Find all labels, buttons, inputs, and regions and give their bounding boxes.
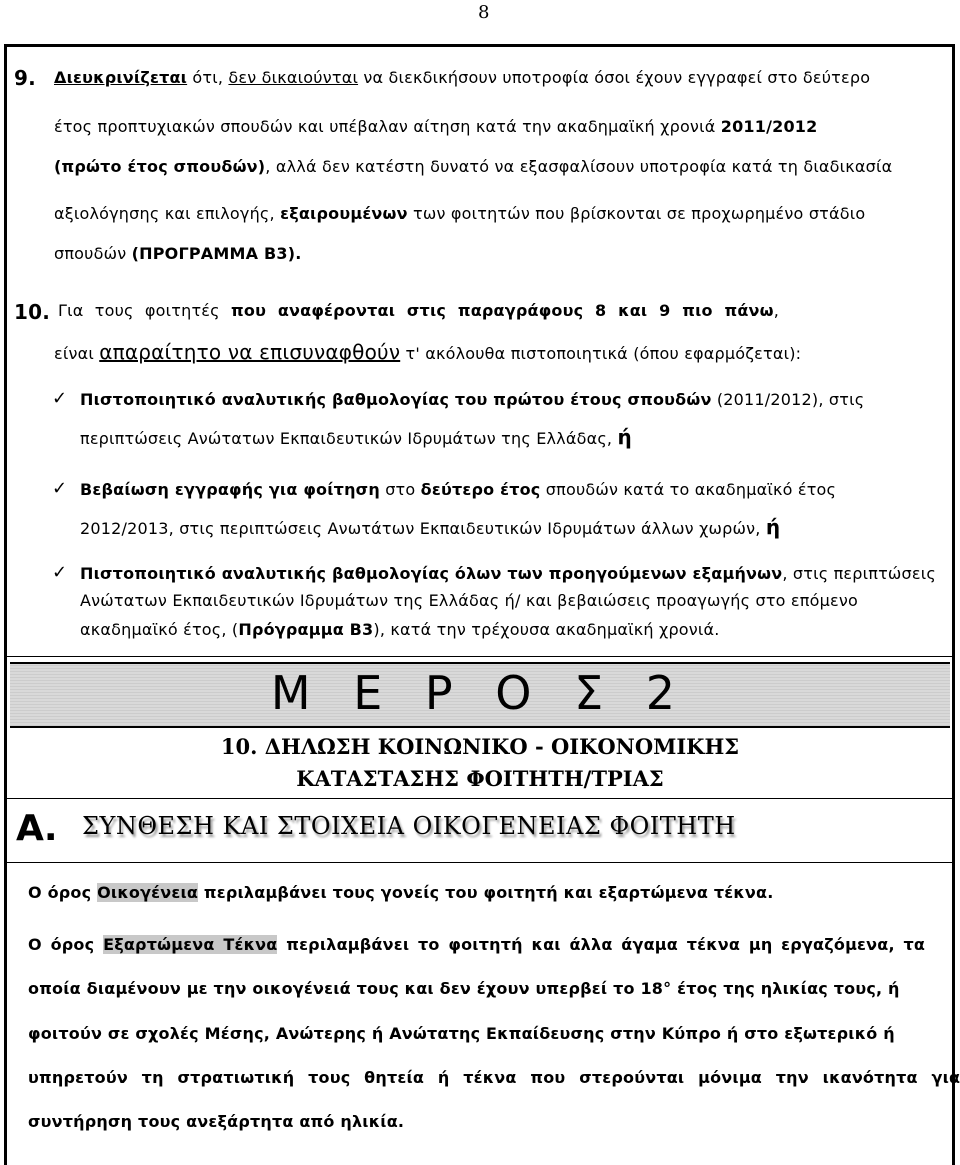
item9-line1: Διευκρινίζεται ότι, δεν δικαιούνται να διεκδικήσουν υποτροφία όσοι έχουν εγγραφεί στο δεύτερο: [54, 68, 871, 87]
definition-children-line4: υπηρετούν τη στρατιωτική τους θητεία ή τέκνα που στερούνται μόνιμα την ικανότητα για: [28, 1068, 960, 1087]
item9-line3: (πρώτο έτος σπουδών), αλλά δεν κατέστη δυνατό να εξασφαλίσουν υποτροφία κατά τη διαδικασία: [54, 157, 893, 176]
cert3-line1: Πιστοποιητικό αναλυτικής βαθμολογίας όλων των προηγούμενων εξαμήνων, στις περιπτώσεις: [80, 564, 936, 583]
part-title: Μ Ε Ρ Ο Σ 2: [270, 666, 690, 720]
separator-line: [4, 798, 955, 799]
separator-line: [4, 656, 955, 657]
separator-line: [4, 862, 955, 863]
definition-children-line1: Ο όρος Εξαρτώμενα Τέκνα περιλαμβάνει το φοιτητή και άλλα άγαμα τέκνα μη εργαζόμενα, τα: [28, 935, 926, 954]
item10-line1: Για τους φοιτητές που αναφέρονται στις παραγράφους 8 και 9 πιο πάνω,: [58, 301, 780, 320]
subsection-title: ΣΥΝΘΕΣΗ ΚΑΙ ΣΤΟΙΧΕΙΑ ΟΙΚΟΓΕΝΕΙΑΣ ΦΟΙΤΗΤΗ: [82, 812, 736, 840]
definition-children-line5: συντήρηση τους ανεξάρτητα από ηλικία.: [28, 1112, 405, 1131]
item9-line2: έτος προπτυχιακών σπουδών και υπέβαλαν αίτηση κατά την ακαδημαϊκή χρονιά 2011/2012: [54, 117, 818, 136]
checkmark-icon: ✓: [52, 562, 68, 583]
section-title-line1: 10. ΔΗΛΩΣΗ ΚΟΙΝΩΝΙΚΟ - ΟΙΚΟΝΟΜΙΚΗΣ: [220, 734, 740, 759]
cert3-line3: ακαδημαϊκό έτος, (Πρόγραμμα Β3), κατά την τρέχουσα ακαδημαϊκή χρονιά.: [80, 620, 720, 639]
item9-number: 9.: [14, 66, 36, 90]
item10-line2: είναι απαραίτητο να επισυναφθούν τ' ακόλουθα πιστοποιητικά (όπου εφαρμόζεται):: [54, 340, 802, 364]
subsection-letter: Α.: [16, 808, 58, 849]
cert1-line2: περιπτώσεις Ανώτατων Εκπαιδευτικών Ιδρυμάτων της Ελλάδας, ή: [80, 425, 632, 449]
checkmark-icon: ✓: [52, 388, 68, 409]
cert3-line2: Ανώτατων Εκπαιδευτικών Ιδρυμάτων της Ελλάδας ή/ και βεβαιώσεις προαγωγής στο επόμενο: [80, 591, 858, 610]
item9-line5: σπουδών (ΠΡΟΓΡΑΜΜΑ Β3).: [54, 244, 302, 263]
page-number: 8: [478, 2, 490, 23]
cert2-line2: 2012/2013, στις περιπτώσεις Ανωτάτων Εκπαιδευτικών Ιδρυμάτων άλλων χωρών, ή: [80, 515, 781, 539]
cert2-line1: Βεβαίωση εγγραφής για φοίτηση στο δεύτερο έτος σπουδών κατά το ακαδημαϊκό έτος: [80, 480, 837, 499]
item9-line4: αξιολόγησης και επιλογής, εξαιρουμένων των φοιτητών που βρίσκονται σε προχωρημένο στάδιο: [54, 204, 866, 223]
item10-number: 10.: [14, 300, 51, 324]
section-title-line2: ΚΑΤΑΣΤΑΣΗΣ ΦΟΙΤΗΤΗ/ΤΡΙΑΣ: [296, 766, 664, 791]
definition-children-line3: φοιτούν σε σχολές Μέσης, Ανώτερης ή Ανώτατης Εκπαίδευσης στην Κύπρο ή στο εξωτερικό ή: [28, 1024, 895, 1043]
definition-children-line2: οποία διαμένουν με την οικογένειά τους και δεν έχουν υπερβεί το 18° έτος της ηλικίας τους, ή: [28, 979, 900, 998]
definition-family: Ο όρος Οικογένεια περιλαμβάνει τους γονείς του φοιτητή και εξαρτώμενα τέκνα.: [28, 883, 774, 902]
checkmark-icon: ✓: [52, 478, 68, 499]
cert1-line1: Πιστοποιητικό αναλυτικής βαθμολογίας του πρώτου έτους σπουδών (2011/2012), στις: [80, 390, 865, 409]
